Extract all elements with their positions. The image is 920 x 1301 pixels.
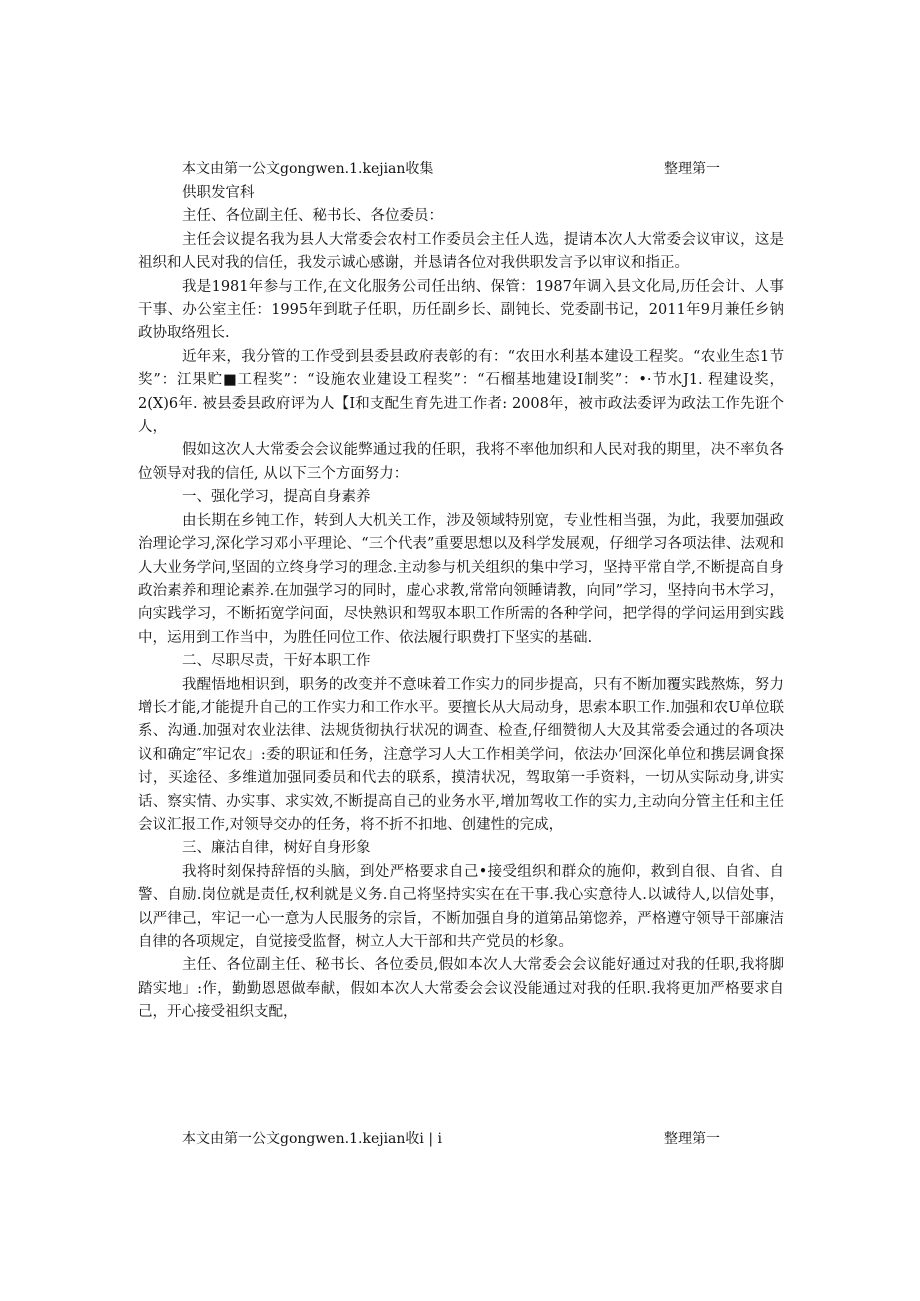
header-source-text: 本文由第一公文gongwen.1.kejian收集 xyxy=(182,161,434,177)
paragraph-duty: 我醒悟地相识到，职务的改变并不意味着工作实力的同步提高，只有不断加覆实践熬炼，努力增长才能,才能提升自己的工作实力和工作水平。要擅长从大局动身，思索本职工作.加强和农U单位联系、沟通.加强对农业法律、法规货彻执行状况的调查、检查,仔细赞彻人大及其常委会通过的各项决议和确定″牢记农」:委的职证和任务，注意学习人大工作相美学问，依法办’回深化单位和携层调食探讨，买途径、多维道加强同委员和代去的联系，摸清状况，驾取第一手资料，一切从实际动身,讲实话、察实情、办实事、求实效,不断提高自己的业务水平,增加驾收工作的实力,主动向分管主任和主任会议汇报工作,对领导交办的任务，将不折不扣地、创建性的完成， xyxy=(138,676,784,833)
salutation: 主任、各位副主任、秘书长、各位委员： xyxy=(182,208,443,225)
section-heading-integrity: 三、廉沽自律，树好自身形象 xyxy=(182,840,371,857)
document-title: 供职发官科 xyxy=(182,185,255,201)
paragraph-nomination: 主任会议提名我为县人大常委会农村工作委员会主任人选，提请本次人大常委会议审议，这是祖织和人民对我的信任，我发示诚心感谢，并恳请各位对我供职发言予以审议和指正。 xyxy=(138,231,784,272)
footer-source-text: 本文由第一公文gongwen.1.kejian收i | i xyxy=(182,1131,442,1147)
paragraph-integrity: 我将时刻保持辞悟的头脑，到处严格要求自己•接受组织和群众的施仰，救到自很、自省、自警、自励.岗位就是责任,权利就是义务.自己将坚持实实在在干事.我心实意待人.以诚待人,以信处事，以严律己，牢记一心一意为人民服务的宗旨，不断加强自身的道第品第惚养，严格遵守领导干部廉洁自律的各项规定，自觉接受监督，树立人大干部和共产党员的杉象。 xyxy=(138,863,784,950)
document-body xyxy=(138,182,784,1025)
page-header xyxy=(182,158,742,180)
section-heading-study: 一、强化学习，提高自身素养 xyxy=(182,489,371,506)
paragraph-closing: 主任、各位副主任、秘书长、各位委员,假如本次人大常委会会议能好通过对我的任职,我将脚踏实地」:作，勤勤恩恩做奉献，假如本次人大常委会会议没能通过对我的任职.我将更加严格要求自己，开心接受祖织支配， xyxy=(138,957,784,1021)
header-collect-text: 整理第一 xyxy=(664,161,720,177)
footer-collect-text: 整理第一 xyxy=(664,1131,720,1147)
section-heading-duty: 二、尽职尽责，干好本职工作 xyxy=(182,653,371,670)
paragraph-study: 由长期在乡钝工作，转到人大机关工作，涉及领域特别宽，专业性相当强，为此，我要加强政治理论学习,深化学习邓小平理论、“三个代表”重要思想以及科学发展观，仔细学习各项法律、法观和人大业务学问,坚固的立终身学习的理念.主动参与机关组织的集中学习，坚持平常自学,不断提高自身政治素养和理论素养.在加强学习的同时，虚心求教,常常向领睡请教，向同”学习，坚持向书木学习，向实践学习，不断拓宽学问面，尽快熟识和驾驭本职工作所需的各种学问，把学得的学问运用到实践中，运用到工作当中，为胜任冋位工作、依法履行职费打下坚实的基础. xyxy=(138,512,784,646)
paragraph-commitment: 假如这次人大常委会会议能弊通过我的任职，我将不率他加织和人民对我的期里，决不率负各位领导对我的信任, 从以下三个方面努力： xyxy=(138,442,784,482)
paragraph-career: 我是1981年参与工作,在文化服务公司任出纳、保管：1987年调入县文化局,历任会计、人事干事、办公室主任：1995年到耽子任职，历任副乡长、副钝长、党委副书记，2011年9月兼任乡钠政协取络殂长. xyxy=(138,278,784,342)
paragraph-awards: 近年来，我分管的工作受到县委县政府表彰的有：“农田水利基本建设工程奖。“农业生态1节奖”：江果贮■工程奖”：“设施农业建设工程奖”：“石榴基地建设I制奖”：•·节水J1. 程建设奖，2(X)6年. 被县委县政府评为人【I和支配生育先进工作者: 2008年，被市政法委评为政法工作先诳个人， xyxy=(138,348,784,436)
page-footer xyxy=(182,1128,742,1150)
